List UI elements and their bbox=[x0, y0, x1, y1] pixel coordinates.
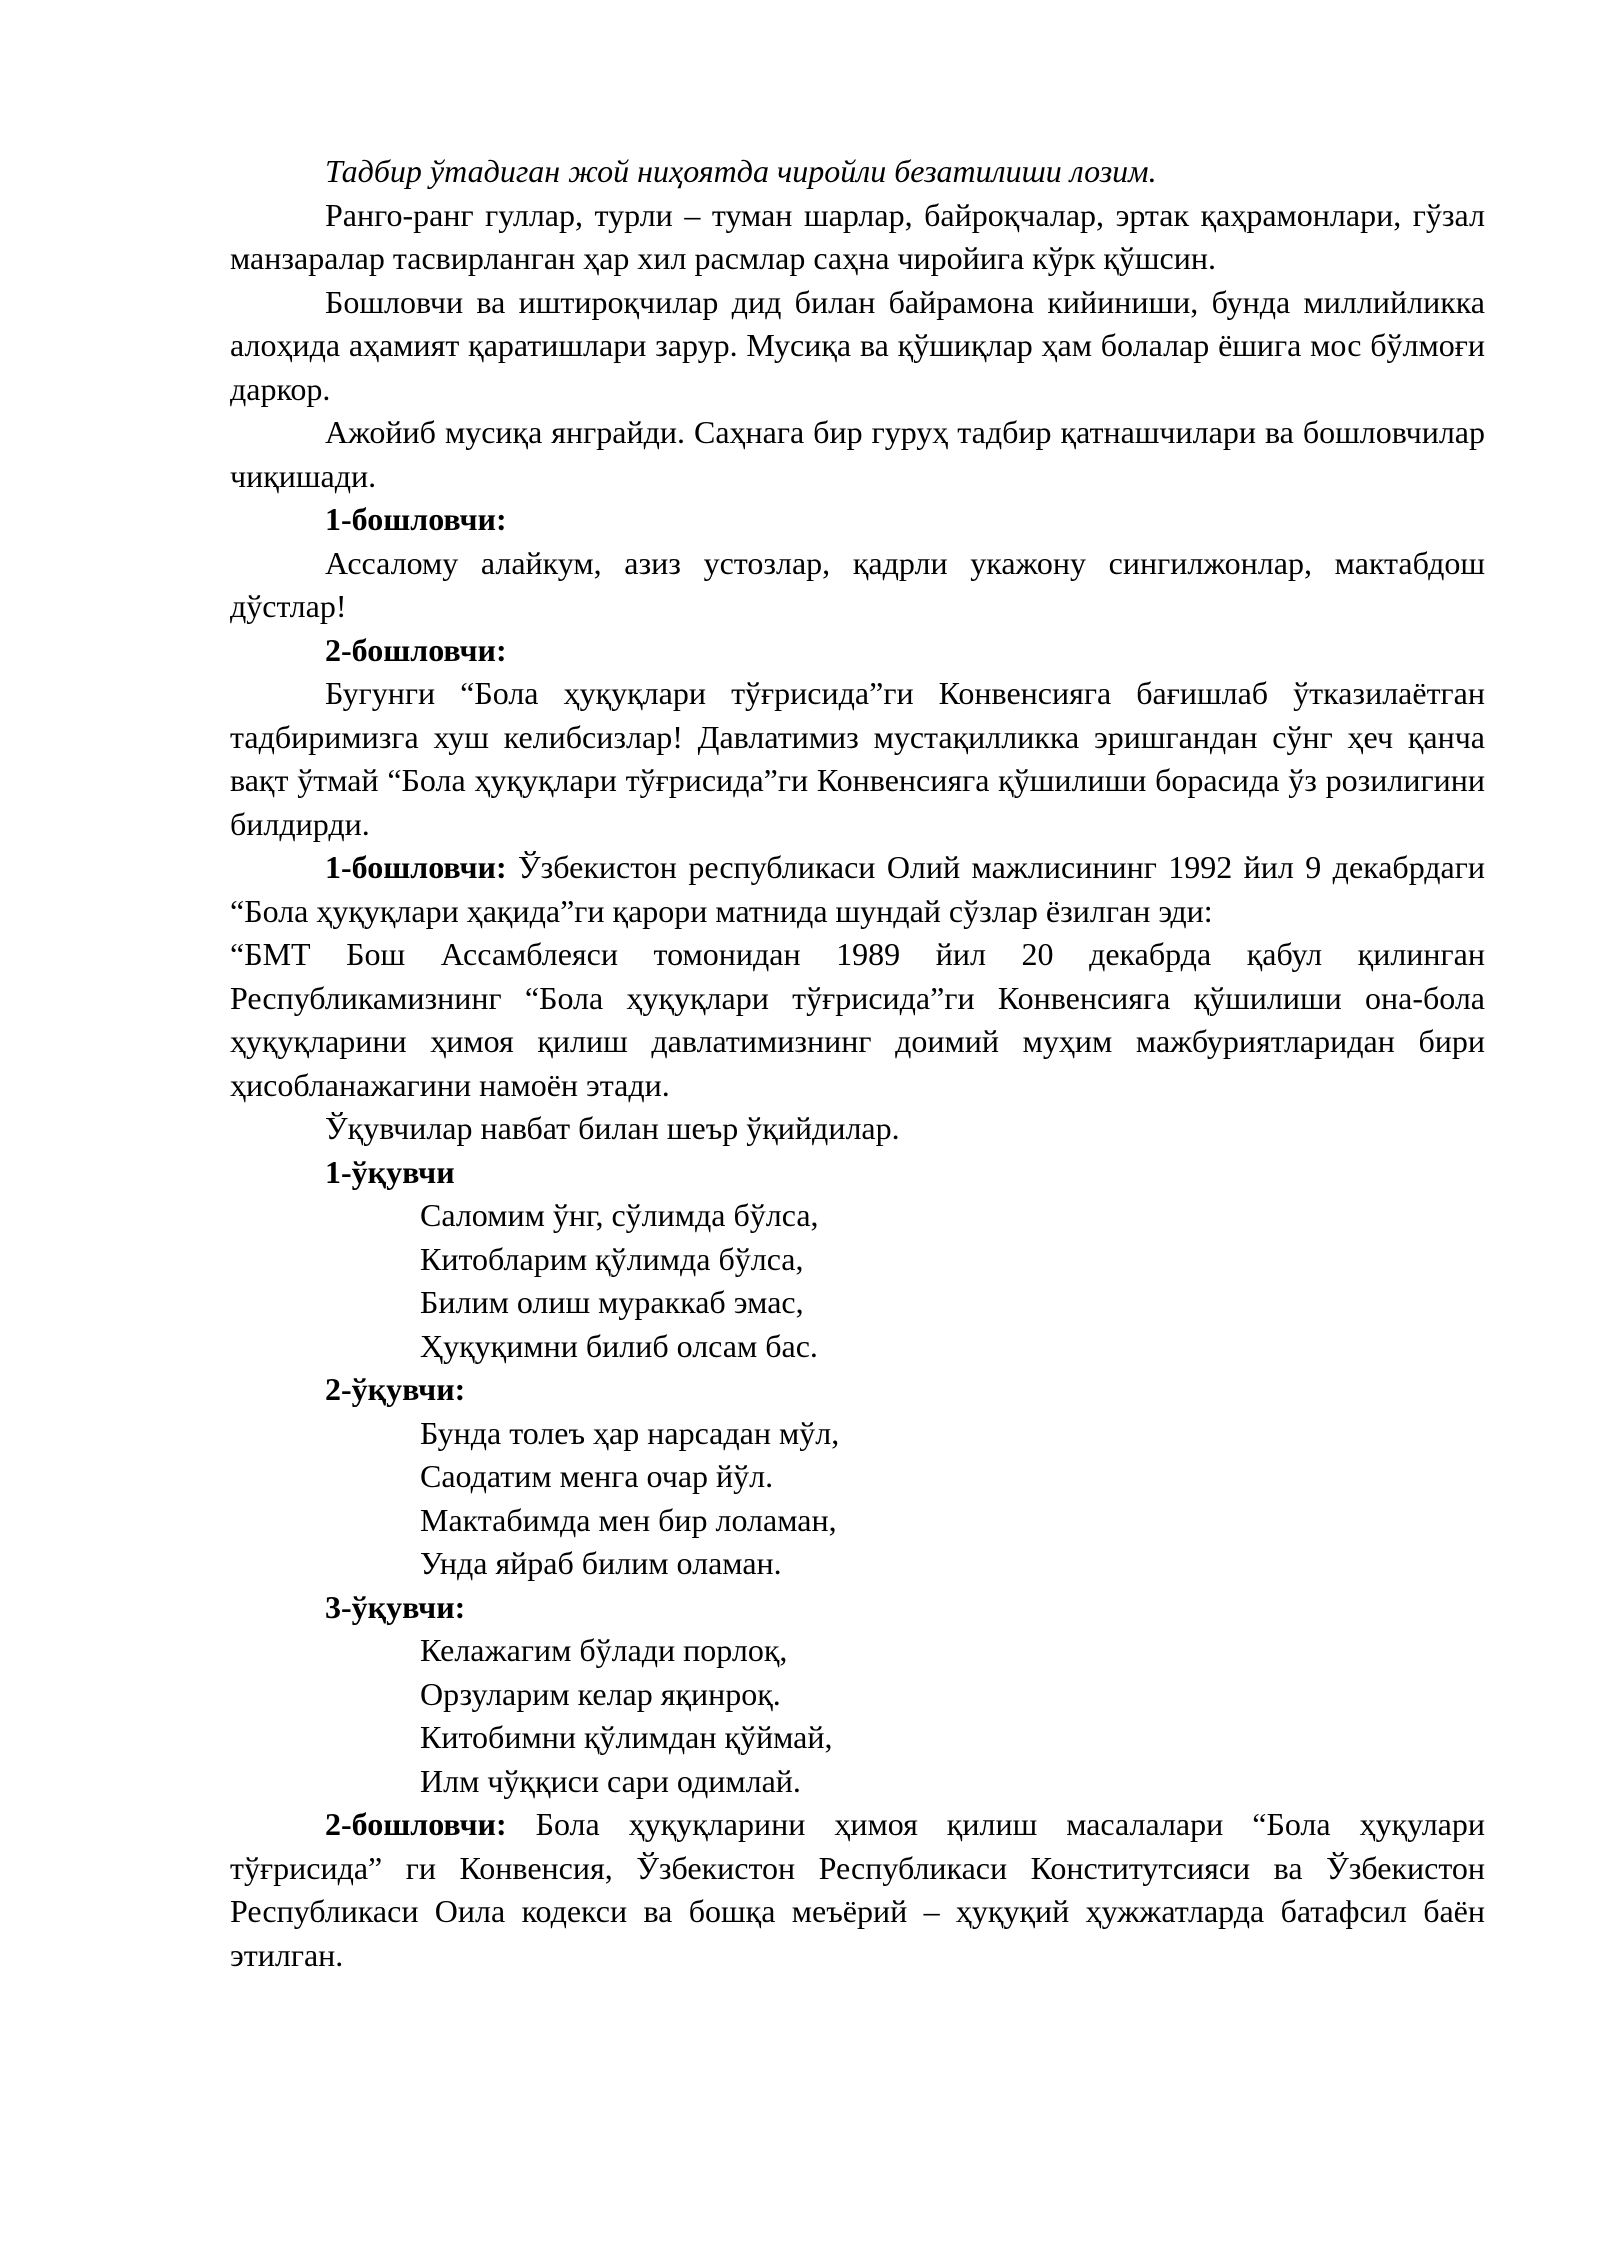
poem-intro: Ўқувчилар навбат билан шеър ўқийдилар. bbox=[325, 1110, 900, 1146]
poem-1-line: Ҳуқуқимни билиб олсам бас. bbox=[420, 1327, 818, 1364]
music-paragraph: Ажойиб мусиқа янграйди. Саҳнага бир гуруҳ тадбир қатнашчилари ва бошловчилар чиқишади. bbox=[230, 414, 1485, 494]
speaker-1-heading: 1-бошловчи: bbox=[325, 501, 507, 537]
poem-3-line: Китобимни қўлимдан қўймай, bbox=[420, 1719, 833, 1755]
poem-3-line: Илм чўққиси сари одимлай. bbox=[420, 1762, 801, 1799]
reader-3-heading: 3-ўқувчи: bbox=[325, 1588, 466, 1625]
closing-text: Бола ҳуқуқларини ҳимоя қилиш масалалари “Бола ҳуқулари тўғрисида” ги Конвенсия, Ўзбекистон Республикаси Конститутсияси ва Ўзбекистон Республикаси Оила кодекси ва бошқа меъёрий – ҳуқуқий ҳужжатларда батафсил баён этилган. bbox=[230, 1806, 1485, 1973]
greeting-paragraph: Ассалому алайкум, азиз устозлар, қадрли укажону сингилжонлар, мактабдош дўстлар! bbox=[230, 544, 1485, 624]
poem-1-line: Билим олиш мураккаб эмас, bbox=[420, 1284, 804, 1320]
document-page bbox=[230, 150, 1485, 1977]
closing-paragraph bbox=[230, 1803, 1485, 1977]
poem-3-line: Орзуларим келар яқинроқ. bbox=[420, 1675, 781, 1712]
decision-paragraph bbox=[230, 846, 1485, 933]
poem-2-line: Унда яйраб билим оламан. bbox=[420, 1545, 782, 1581]
speaker-2-heading: 2-бошловчи: bbox=[325, 631, 507, 668]
poem-2-line: Бунда толеъ ҳар нарсадан мўл, bbox=[420, 1414, 840, 1451]
welcome-paragraph: Бугунги “Бола ҳуқуқлари тўғрисида”ги Конвенсияга бағишлаб ўтказилаётган тадбиримизга хуш келибсизлар! Давлатимиз мустақилликка эришгандан сўнг ҳеч қанча вақт ўтмай “Бола ҳуқуқлари тўғрисида”ги Конвенсияга қўшилиши борасида ўз розилигини билдирди. bbox=[230, 675, 1485, 842]
poem-2-line: Саодатим менга очар йўл. bbox=[420, 1458, 774, 1494]
poem-3-line: Келажагим бўлади порлоқ, bbox=[420, 1632, 788, 1668]
speaker-2-label: 2-бошловчи: bbox=[325, 1806, 507, 1842]
quote-paragraph: “БМТ Бош Ассамблеяси томонидан 1989 йил 20 декабрда қабул қилинган Республикамизнинг “Бола ҳуқуқлари тўғрисида”ги Конвенсияга қўшилиши она-бола ҳуқуқларини ҳимоя қилиш давлатимизнинг доимий муҳим мажбуриятларидан бири ҳисобланажагини намоён этади. bbox=[230, 936, 1485, 1103]
reader-1-heading: 1-ўқувчи bbox=[325, 1153, 455, 1190]
dress-paragraph: Бошловчи ва иштироқчилар дид билан байрамона кийиниши, бунда миллийликка алоҳида аҳамият қаратишлари зарур. Мусиқа ва қўшиқлар ҳам болалар ёшига мос бўлмоғи даркор. bbox=[230, 283, 1485, 407]
poem-1-line: Саломим ўнг, сўлимда бўлса, bbox=[420, 1197, 819, 1233]
intro-line: Тадбир ўтадиган жой ниҳоятда чиройли безатилиши лозим. bbox=[325, 153, 1157, 189]
poem-2-line: Мактабимда мен бир лоламан, bbox=[420, 1501, 837, 1538]
speaker-1-label: 1-бошловчи: bbox=[325, 849, 507, 885]
decoration-paragraph: Ранго-ранг гуллар, турли – туман шарлар, байроқчалар, эртак қаҳрамонлари, гўзал манзаралар тасвирланган ҳар хил расмлар саҳна чиройига кўрк қўшсин. bbox=[230, 196, 1485, 276]
reader-2-heading: 2-ўқувчи: bbox=[325, 1371, 466, 1407]
poem-1-line: Китобларим қўлимда бўлса, bbox=[420, 1240, 804, 1277]
decision-text: Ўзбекистон республикаси Олий мажлисининг 1992 йил 9 декабрдаги “Бола ҳуқуқлари ҳақида”ги қарори матнида шундай сўзлар ёзилган эди: bbox=[230, 849, 1485, 929]
